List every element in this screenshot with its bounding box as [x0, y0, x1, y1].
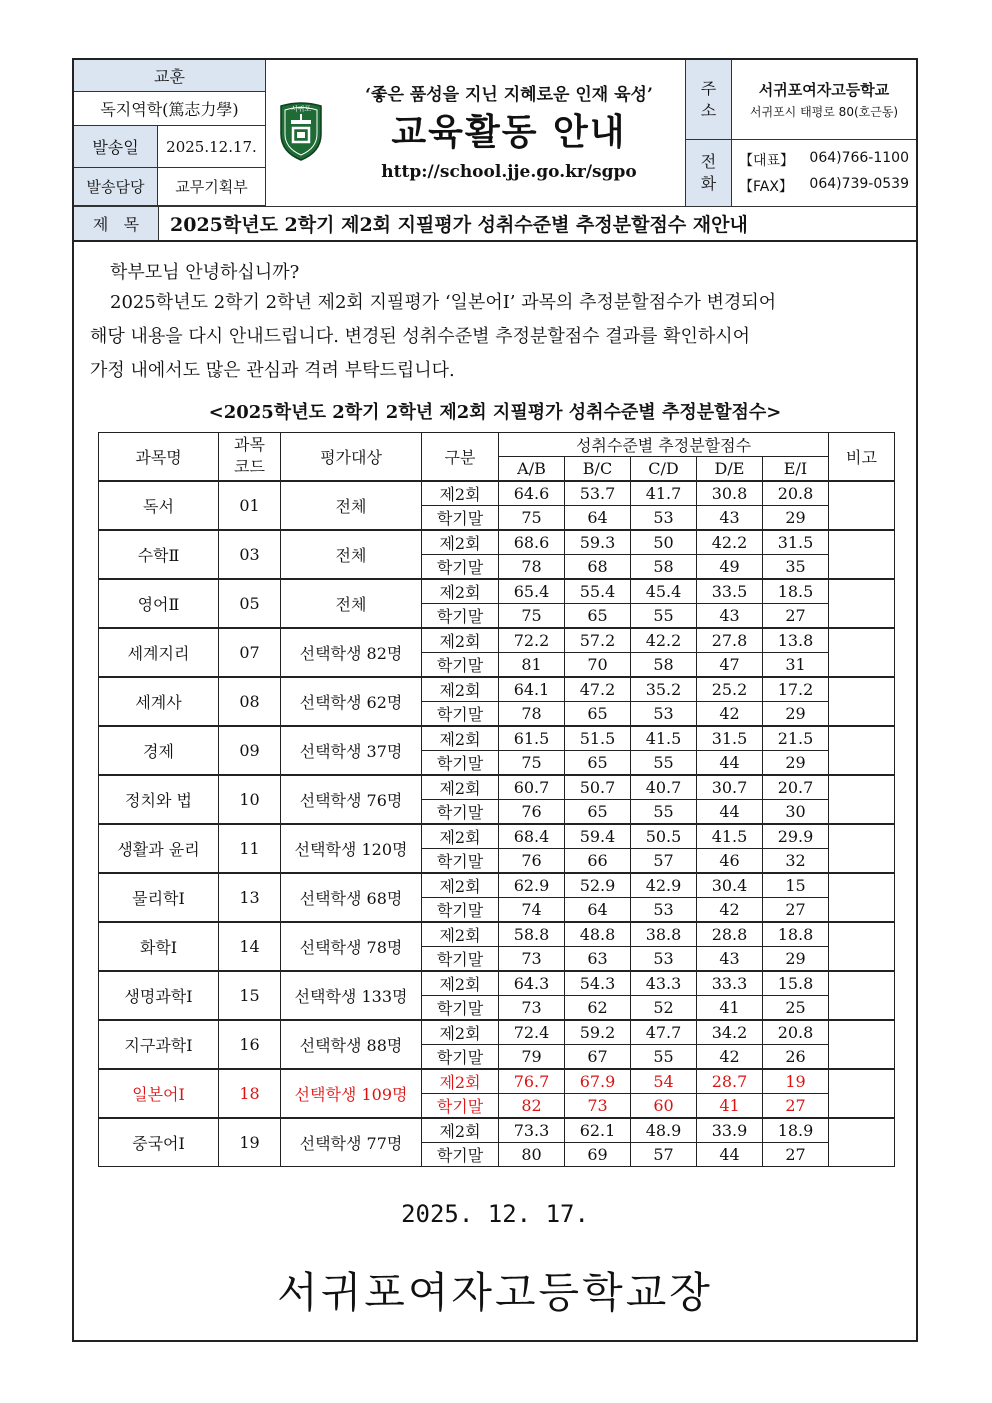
cell-type: 제2회	[422, 824, 499, 849]
cell-score: 17.2	[763, 677, 829, 702]
cell-subject: 세계사	[99, 677, 219, 726]
cell-note	[829, 1020, 895, 1069]
cell-score: 82	[499, 1093, 565, 1118]
cell-score: 53	[631, 701, 697, 726]
cell-score: 27	[763, 897, 829, 922]
cell-score: 53	[631, 505, 697, 530]
cell-type: 학기말	[422, 652, 499, 677]
table-row	[99, 726, 895, 751]
cell-score: 50	[631, 530, 697, 555]
phone-label	[686, 140, 732, 206]
motto-label: 교훈	[74, 60, 266, 92]
cell-type: 제2회	[422, 971, 499, 996]
cell-type: 제2회	[422, 677, 499, 702]
cell-code: 13	[219, 873, 281, 922]
cell-score: 48.8	[565, 922, 631, 947]
cell-score: 29	[763, 946, 829, 971]
header-subject: 과목명	[99, 433, 219, 481]
cell-score: 31	[763, 652, 829, 677]
cell-score: 55	[631, 603, 697, 628]
logo-text: 서귀포	[290, 105, 312, 113]
cell-note	[829, 1069, 895, 1118]
table-row	[99, 775, 895, 800]
cell-type: 학기말	[422, 946, 499, 971]
cell-note	[829, 481, 895, 530]
cell-score: 76	[499, 848, 565, 873]
cell-score: 67.9	[565, 1069, 631, 1094]
cell-score: 40.7	[631, 775, 697, 800]
cell-score: 62	[565, 995, 631, 1020]
cell-score: 81	[499, 652, 565, 677]
cell-target: 선택학생 62명	[281, 677, 422, 726]
cell-score: 27	[763, 1142, 829, 1166]
cell-score: 64.3	[499, 971, 565, 996]
cell-score: 76	[499, 799, 565, 824]
cell-type: 학기말	[422, 603, 499, 628]
cell-score: 33.5	[697, 579, 763, 604]
table-row	[99, 579, 895, 604]
cell-score: 73	[499, 946, 565, 971]
cell-score: 27	[763, 1093, 829, 1118]
cell-score: 62.1	[565, 1118, 631, 1143]
document-frame	[72, 58, 918, 1342]
header-note: 비고	[829, 433, 895, 481]
cell-score: 47.2	[565, 677, 631, 702]
cell-note	[829, 579, 895, 628]
cell-score: 78	[499, 554, 565, 579]
body-line-2: 해당 내용을 다시 안내드립니다. 변경된 성취수준별 추정분할점수 결과를 확인하시어	[90, 326, 751, 347]
cell-score: 74	[499, 897, 565, 922]
cell-score: 76.7	[499, 1069, 565, 1094]
cell-type: 학기말	[422, 750, 499, 775]
cell-note	[829, 922, 895, 971]
table-header-row	[99, 433, 895, 457]
cell-score: 64.1	[499, 677, 565, 702]
cell-type: 학기말	[422, 554, 499, 579]
cell-code: 19	[219, 1118, 281, 1167]
header-scores: 성취수준별 추정분할점수	[499, 433, 829, 457]
cell-type: 학기말	[422, 1142, 499, 1166]
cell-target: 선택학생 76명	[281, 775, 422, 824]
table-row	[99, 677, 895, 702]
subject-row	[74, 206, 916, 242]
table-row	[99, 971, 895, 996]
body-line-1: 2025학년도 2학기 2학년 제2회 지필평가 ‘일본어Ⅰ’ 과목의 추정분할점수가 변경되어	[110, 292, 777, 313]
cell-subject: 영어Ⅱ	[99, 579, 219, 628]
cell-score: 73	[499, 995, 565, 1020]
cell-score: 42.2	[631, 628, 697, 653]
cell-type: 학기말	[422, 897, 499, 922]
cell-score: 20.8	[763, 1020, 829, 1045]
cell-type: 제2회	[422, 579, 499, 604]
school-name: 서귀포여자고등학교	[758, 81, 890, 99]
cell-score: 25.2	[697, 677, 763, 702]
principal-signature: 서귀포여자고등학교장	[277, 1268, 713, 1317]
cell-subject: 화학Ⅰ	[99, 922, 219, 971]
cell-score: 65	[565, 799, 631, 824]
send-date-value: 2025.12.17.	[158, 126, 266, 168]
issue-date: 2025. 12. 17.	[401, 1200, 589, 1228]
cell-type: 제2회	[422, 726, 499, 751]
cell-type: 학기말	[422, 848, 499, 873]
cell-note	[829, 824, 895, 873]
cell-code: 07	[219, 628, 281, 677]
cell-score: 41	[697, 995, 763, 1020]
cell-score: 64.6	[499, 481, 565, 506]
header-level: D/E	[697, 457, 763, 481]
cell-target: 전체	[281, 530, 422, 579]
cell-score: 47	[697, 652, 763, 677]
cell-type: 학기말	[422, 505, 499, 530]
cell-score: 54	[631, 1069, 697, 1094]
cell-score: 42	[697, 897, 763, 922]
cell-score: 57	[631, 1142, 697, 1166]
cell-subject: 경제	[99, 726, 219, 775]
cell-score: 25	[763, 995, 829, 1020]
cell-type: 학기말	[422, 1093, 499, 1118]
fax-label: 【FAX】	[739, 179, 793, 195]
cell-code: 11	[219, 824, 281, 873]
cell-code: 16	[219, 1020, 281, 1069]
tel-value[interactable]: 064)766-1100	[809, 150, 909, 166]
cell-score: 61.5	[499, 726, 565, 751]
cell-score: 27.8	[697, 628, 763, 653]
cell-type: 학기말	[422, 1044, 499, 1069]
cell-code: 18	[219, 1069, 281, 1118]
cell-score: 29	[763, 505, 829, 530]
phone-label-2: 화	[700, 174, 717, 193]
cell-score: 42.2	[697, 530, 763, 555]
cell-score: 13.8	[763, 628, 829, 653]
cell-score: 53	[631, 897, 697, 922]
cell-subject: 물리학Ⅰ	[99, 873, 219, 922]
document-title: 교육활동 안내	[391, 111, 627, 153]
header-level: C/D	[631, 457, 697, 481]
cell-target: 선택학생 77명	[281, 1118, 422, 1167]
cell-score: 21.5	[763, 726, 829, 751]
table-row	[99, 1020, 895, 1045]
cell-score: 58	[631, 652, 697, 677]
score-table	[98, 432, 895, 1167]
cell-score: 53.7	[565, 481, 631, 506]
cell-score: 78	[499, 701, 565, 726]
cell-target: 선택학생 78명	[281, 922, 422, 971]
cell-code: 10	[219, 775, 281, 824]
cell-code: 15	[219, 971, 281, 1020]
cell-score: 55.4	[565, 579, 631, 604]
cell-code: 09	[219, 726, 281, 775]
cell-score: 32	[763, 848, 829, 873]
cell-target: 선택학생 37명	[281, 726, 422, 775]
cell-note	[829, 628, 895, 677]
letterhead	[74, 60, 916, 196]
header-level: A/B	[499, 457, 565, 481]
cell-score: 69	[565, 1142, 631, 1166]
cell-score: 41	[697, 1093, 763, 1118]
cell-score: 59.4	[565, 824, 631, 849]
cell-score: 29	[763, 701, 829, 726]
cell-subject: 생활과 윤리	[99, 824, 219, 873]
subject-text: 2025학년도 2학기 제2회 지필평가 성취수준별 추정분할점수 재안내	[170, 214, 748, 236]
cell-score: 18.5	[763, 579, 829, 604]
cell-score: 59.2	[565, 1020, 631, 1045]
cell-score: 48.9	[631, 1118, 697, 1143]
cell-code: 14	[219, 922, 281, 971]
cell-score: 28.8	[697, 922, 763, 947]
cell-score: 34.2	[697, 1020, 763, 1045]
cell-type: 제2회	[422, 530, 499, 555]
cell-note	[829, 1118, 895, 1167]
cell-type: 학기말	[422, 799, 499, 824]
table-row	[99, 530, 895, 555]
table-row	[99, 922, 895, 947]
cell-target: 선택학생 82명	[281, 628, 422, 677]
header-level: E/I	[763, 457, 829, 481]
tel-label: 【대표】	[739, 153, 795, 169]
cell-subject: 일본어Ⅰ	[99, 1069, 219, 1118]
cell-type: 제2회	[422, 628, 499, 653]
header-code: 과목 코드	[219, 433, 281, 481]
cell-score: 55	[631, 799, 697, 824]
cell-score: 15.8	[763, 971, 829, 996]
cell-target: 선택학생 68명	[281, 873, 422, 922]
cell-code: 01	[219, 481, 281, 530]
cell-score: 52.9	[565, 873, 631, 898]
cell-score: 64	[565, 897, 631, 922]
cell-score: 31.5	[697, 726, 763, 751]
cell-score: 79	[499, 1044, 565, 1069]
slogan: ‘좋은 품성을 지닌 지혜로운 인재 육성’	[365, 85, 653, 105]
cell-code: 05	[219, 579, 281, 628]
header-type: 구분	[422, 433, 499, 481]
cell-score: 57.2	[565, 628, 631, 653]
cell-score: 80	[499, 1142, 565, 1166]
cell-score: 55	[631, 1044, 697, 1069]
cell-type: 학기말	[422, 995, 499, 1020]
greeting: 학부모님 안녕하십니까?	[110, 262, 300, 283]
cell-score: 60	[631, 1093, 697, 1118]
school-address: 서귀포시 태평로 80(호근동)	[749, 105, 899, 119]
cell-subject: 생명과학Ⅰ	[99, 971, 219, 1020]
cell-score: 28.7	[697, 1069, 763, 1094]
cell-score: 53	[631, 946, 697, 971]
sender-label: 발송담당	[74, 168, 158, 206]
cell-score: 60.7	[499, 775, 565, 800]
address-label-1: 주	[700, 78, 717, 98]
cell-score: 50.5	[631, 824, 697, 849]
body-line-3: 가정 내에서도 많은 관심과 격려 부탁드립니다.	[90, 360, 455, 381]
cell-score: 33.9	[697, 1118, 763, 1143]
cell-score: 41.5	[631, 726, 697, 751]
address-label	[686, 60, 732, 140]
cell-score: 65.4	[499, 579, 565, 604]
cell-score: 44	[697, 750, 763, 775]
cell-score: 43	[697, 946, 763, 971]
cell-subject: 수학Ⅱ	[99, 530, 219, 579]
cell-code: 03	[219, 530, 281, 579]
cell-type: 제2회	[422, 1118, 499, 1143]
cell-note	[829, 775, 895, 824]
cell-score: 26	[763, 1044, 829, 1069]
cell-score: 30	[763, 799, 829, 824]
cell-score: 20.8	[763, 481, 829, 506]
cell-score: 41.7	[631, 481, 697, 506]
cell-score: 68	[565, 554, 631, 579]
cell-target: 선택학생 109명	[281, 1069, 422, 1118]
cell-score: 63	[565, 946, 631, 971]
cell-score: 45.4	[631, 579, 697, 604]
address-block	[732, 60, 916, 140]
cell-score: 52	[631, 995, 697, 1020]
cell-score: 46	[697, 848, 763, 873]
cell-score: 73.3	[499, 1118, 565, 1143]
cell-score: 65	[565, 701, 631, 726]
cell-subject: 지구과학Ⅰ	[99, 1020, 219, 1069]
cell-target: 선택학생 120명	[281, 824, 422, 873]
cell-score: 75	[499, 603, 565, 628]
cell-score: 50.7	[565, 775, 631, 800]
cell-score: 42.9	[631, 873, 697, 898]
cell-subject: 세계지리	[99, 628, 219, 677]
fax-row	[739, 176, 909, 196]
cell-score: 54.3	[565, 971, 631, 996]
cell-type: 제2회	[422, 775, 499, 800]
cell-score: 73	[565, 1093, 631, 1118]
cell-score: 35	[763, 554, 829, 579]
header-level: B/C	[565, 457, 631, 481]
cell-score: 65	[565, 750, 631, 775]
cell-score: 67	[565, 1044, 631, 1069]
cell-score: 62.9	[499, 873, 565, 898]
cell-score: 30.4	[697, 873, 763, 898]
cell-note	[829, 971, 895, 1020]
cell-score: 43	[697, 505, 763, 530]
cell-score: 30.8	[697, 481, 763, 506]
subject-label: 제 목	[74, 207, 159, 240]
cell-note	[829, 530, 895, 579]
table-row	[99, 1069, 895, 1094]
cell-score: 30.7	[697, 775, 763, 800]
table-row	[99, 1118, 895, 1143]
cell-subject: 정치와 법	[99, 775, 219, 824]
cell-note	[829, 677, 895, 726]
fax-value: 064)739-0539	[809, 176, 909, 192]
cell-subject: 중국어Ⅰ	[99, 1118, 219, 1167]
cell-score: 58	[631, 554, 697, 579]
cell-score: 43.3	[631, 971, 697, 996]
cell-score: 58.8	[499, 922, 565, 947]
table-row	[99, 824, 895, 849]
cell-score: 68.6	[499, 530, 565, 555]
cell-score: 64	[565, 505, 631, 530]
cell-score: 72.2	[499, 628, 565, 653]
cell-score: 18.9	[763, 1118, 829, 1143]
cell-note	[829, 873, 895, 922]
cell-score: 43	[697, 603, 763, 628]
cell-target: 전체	[281, 579, 422, 628]
cell-score: 44	[697, 799, 763, 824]
cell-type: 제2회	[422, 873, 499, 898]
header-target: 평가대상	[281, 433, 422, 481]
cell-type: 제2회	[422, 1020, 499, 1045]
tel-row	[739, 150, 909, 170]
cell-subject: 독서	[99, 481, 219, 530]
cell-code: 08	[219, 677, 281, 726]
school-url[interactable]: http://school.jje.go.kr/sgpo	[381, 162, 637, 182]
cell-score: 42	[697, 1044, 763, 1069]
address-label-2: 소	[700, 100, 717, 120]
cell-score: 68.4	[499, 824, 565, 849]
table-row	[99, 628, 895, 653]
cell-score: 70	[565, 652, 631, 677]
sender-value: 교무기획부	[158, 168, 266, 206]
cell-target: 전체	[281, 481, 422, 530]
cell-score: 15	[763, 873, 829, 898]
cell-score: 38.8	[631, 922, 697, 947]
table-caption: <2025학년도 2학기 2학년 제2회 지필평가 성취수준별 추정분할점수>	[208, 402, 782, 423]
cell-target: 선택학생 88명	[281, 1020, 422, 1069]
phone-label-1: 전	[700, 152, 717, 171]
cell-score: 47.7	[631, 1020, 697, 1045]
cell-score: 29.9	[763, 824, 829, 849]
cell-score: 57	[631, 848, 697, 873]
cell-score: 19	[763, 1069, 829, 1094]
cell-type: 제2회	[422, 1069, 499, 1094]
cell-score: 59.3	[565, 530, 631, 555]
cell-target: 선택학생 133명	[281, 971, 422, 1020]
table-row	[99, 873, 895, 898]
cell-score: 75	[499, 750, 565, 775]
cell-type: 제2회	[422, 481, 499, 506]
cell-score: 72.4	[499, 1020, 565, 1045]
cell-note	[829, 726, 895, 775]
cell-score: 18.8	[763, 922, 829, 947]
cell-score: 55	[631, 750, 697, 775]
motto-value: 독지역학(篤志力學)	[74, 92, 266, 126]
table-row	[99, 481, 895, 506]
send-date-label: 발송일	[74, 126, 158, 168]
cell-score: 29	[763, 750, 829, 775]
cell-score: 27	[763, 603, 829, 628]
cell-score: 31.5	[763, 530, 829, 555]
cell-score: 41.5	[697, 824, 763, 849]
cell-score: 66	[565, 848, 631, 873]
cell-score: 35.2	[631, 677, 697, 702]
cell-score: 42	[697, 701, 763, 726]
cell-score: 65	[565, 603, 631, 628]
cell-score: 44	[697, 1142, 763, 1166]
cell-type: 제2회	[422, 922, 499, 947]
cell-score: 51.5	[565, 726, 631, 751]
cell-type: 학기말	[422, 701, 499, 726]
contact-block	[732, 140, 916, 206]
cell-score: 20.7	[763, 775, 829, 800]
cell-score: 49	[697, 554, 763, 579]
cell-score: 33.3	[697, 971, 763, 996]
cell-score: 75	[499, 505, 565, 530]
